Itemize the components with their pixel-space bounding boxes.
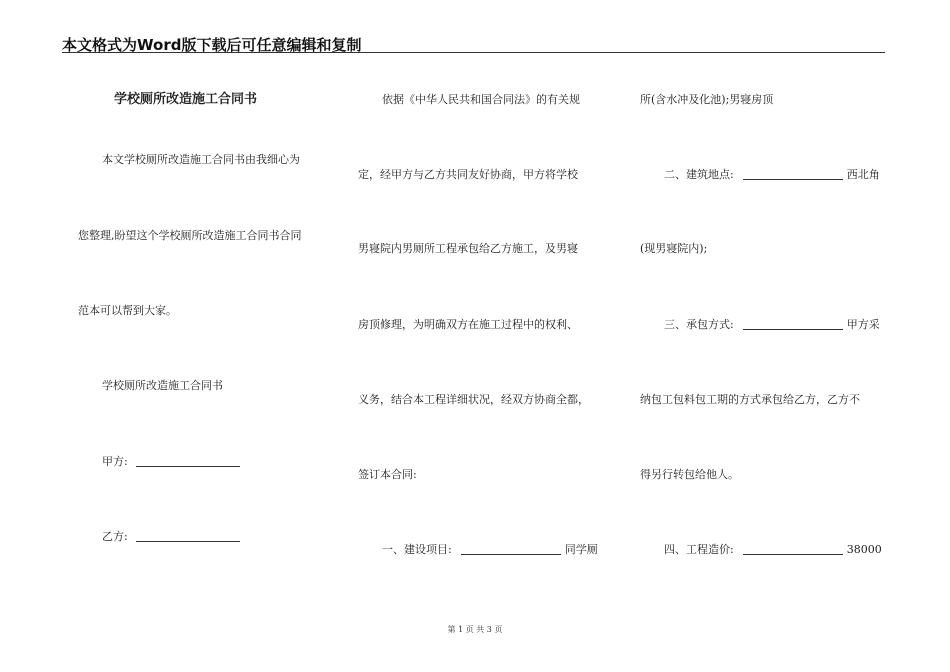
item-4-value: 38000 <box>846 543 882 556</box>
body-line: 房顶修理，为明确双方在施工过程中的权利、 <box>358 318 578 331</box>
party-a-blank <box>136 466 240 467</box>
body-line: 依据《中华人民共和国合同法》的有关规 <box>382 93 580 106</box>
item-1-label: 一、建设项目: <box>382 543 452 556</box>
header-divider <box>62 52 885 53</box>
document-title: 学校厕所改造施工合同书 <box>114 92 258 107</box>
party-b-label: 乙方: <box>102 530 128 543</box>
party-b-line <box>102 530 240 544</box>
item-1-line <box>382 543 598 557</box>
item-4-label: 四、工程造价: <box>664 543 734 556</box>
body-line: 男寝院内男厕所工程承包给乙方施工，及男寝 <box>358 242 578 255</box>
intro-line-2: 您整理,盼望这个学校厕所改造施工合同书合同 <box>78 229 302 242</box>
body-line: 签订本合同: <box>358 468 417 481</box>
item-1-value: 同学厕 <box>564 543 598 556</box>
item-2-value: 西北角 <box>846 168 880 181</box>
body-line: 定，经甲方与乙方共同友好协商，甲方将学校 <box>358 168 578 181</box>
party-a-line <box>102 455 240 469</box>
item-2-line <box>664 168 880 182</box>
body-line: 义务，结合本工程详细状况，经双方协商全都， <box>358 393 589 406</box>
intro-line-3: 范本可以帮到大家。 <box>78 304 177 317</box>
body-line: 得另行转包给他人。 <box>640 468 739 481</box>
party-a-label: 甲方: <box>102 455 128 468</box>
intro-line-1: 本文学校厕所改造施工合同书由我细心为 <box>102 153 300 166</box>
item-3-value: 甲方采 <box>846 318 880 331</box>
item-1-blank <box>461 554 561 555</box>
item-3-line <box>664 318 880 332</box>
contract-subtitle: 学校厕所改造施工合同书 <box>102 379 223 392</box>
party-b-blank <box>136 541 240 542</box>
item-2-label: 二、建筑地点: <box>664 168 734 181</box>
page-footer: 第 1 页 共 3 页 <box>447 625 503 634</box>
page-header-title: 本文格式为Word版下载后可任意编辑和复制 <box>62 36 362 54</box>
body-line: 纳包工包料包工期的方式承包给乙方，乙方不 <box>640 393 860 406</box>
item-4-blank <box>743 554 843 555</box>
item-3-blank <box>743 329 843 330</box>
item-2-blank <box>743 179 843 180</box>
item-3-label: 三、承包方式: <box>664 318 734 331</box>
body-line: 所(含水冲及化池);男寝房顶 <box>640 93 774 106</box>
item-4-line <box>664 543 882 557</box>
body-line: (现男寝院内); <box>640 242 708 255</box>
